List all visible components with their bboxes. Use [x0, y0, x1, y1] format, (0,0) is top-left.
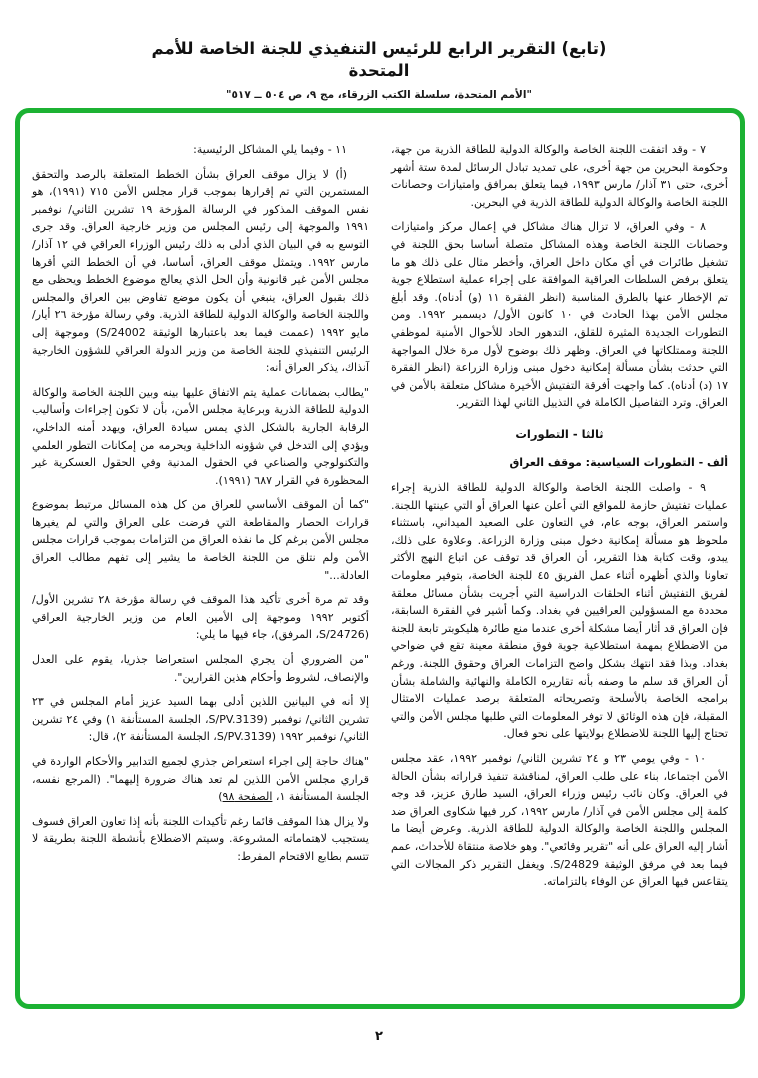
quote-guarantees: "يطالب بضمانات عملية يتم الاتفاق عليها بينه وبين اللجنة الخاصة والوكالة الدولية للطاقة الذرية وبرعاية مجلس الأمن، بأن لا تكون إجراءات وأساليب الرقابة الجارية بالشكل الذي يمس سيادة العراق، ويهدد أمنه الداخلي، ويؤدي إلى التدخل في شؤونه الداخلية ويحرمه من إمكانات التطور العلمي والتكنولوجي والصناعي في الحقول المدنية وفي الحقول العسكرية غير المحظورة في القرار ٦٨٧ (١٩٩١). — [32, 385, 369, 487]
paragraph-11-intro: ١١ - وفيما يلي المشاكل الرئيسية: — [193, 143, 347, 156]
quote-basic-position: "كما أن الموقف الأساسي للعراق من كل هذه المسائل مرتبط بموضوع قرارات الحصار والمقاطعة التي فرضت على العراق والتي لم يغيرها مجلس الأمن برغم كل ما نفذه العراق من التزامات بموجب قرارات مجلس الأمن ولم نتلق من اللجنة الخاصة ما يشير إلى تفهم مطالب العراق العادلة..." — [32, 498, 369, 582]
document-title: (تابع) التقرير الرابع للرئيس التنفيذي للجنة الخاصة للأمم المتحدة — [151, 39, 607, 81]
page-number: ٢ — [375, 1029, 383, 1044]
quote-page-reference: الصفحة ٩٨ — [222, 790, 273, 804]
document-source-line: "الأمم المتحدة، سلسلة الكتب الزرقاء، مج ٩، ص ٥٠٤ ــ ٥١٧" — [226, 88, 532, 101]
column-right — [391, 141, 728, 984]
two-column-text — [32, 141, 728, 984]
paragraph-8: ٨ - وفي العراق، لا تزال هناك مشاكل في إعمال مركز وامتيازات وحصانات اللجنة الخاصة وهذه المشاكل متصلة أساسا بحق اللجنة في تشغيل طائرات في أي مكان داخل العراق، وأخطر مثال على ذلك هو ما يتعلق برفض السلطات العراقية الموافقة على إجراء عملية استطلاع جوية تم الإخطار عنها بالطرق المناسبة (انظر الفقرة ١١ (و) أدناه). وقد أبلغ مجلس الأمن بهذا الحادث في ١٠ كانون الأول/ ديسمبر ١٩٩٢. ومن التطورات الجديدة المثيرة للقلق، التدهور الحاد للأحوال الأمنية لموظفي اللجنة وممتلكاتها في العراق. وظهر ذلك بوضوح لأول مرة خلال المواجهة التي حدثت بشأن مسألة إمكانية دخول مبنى وزارة الزراعة (انظر الفقرة ١٧ (د) أدناه). كما واجهت أفرقة التفتيش الأخيرة مشاكل متعلقة بالأمن في العراق. وترد التفاصيل الكاملة في التذييل الثاني لهذا التقرير. — [391, 220, 728, 410]
subsection-heading-political-developments: ألف - التطورات السياسية: موقف العراق — [509, 455, 728, 469]
paragraph-statements: إلا أنه في البيانين اللذين أدلى بهما السيد عزيز أمام المجلس في ٢٣ تشرين الثاني/ نوفمبر (S/PV.3139، الجلسة المستأنفة ١) وفي ٢٤ تشرين الثاني/ نوفمبر ١٩٩٢ (S/PV.3139، الجلسة المستأنفة ٢)، قال: — [32, 695, 369, 744]
paragraph-reaffirmed: وقد تم مرة أخرى تأكيد هذا الموقف في رسالة مؤرخة ٢٨ تشرين الأول/ أكتوبر ١٩٩٢ وموجهة إلى الأمين العام من وزير الخارجية العراقي (S/24726، المرفق)، جاء فيها ما يلي: — [32, 593, 370, 642]
quote-measures-review-text: "هناك حاجة إلى اجراء استعراض جذري لجميع التدابير والأحكام الواردة في قراري مجلس الأمن اللذين لم تعد هناك ضرورة إليهما". (المرجع نفسه، الجلسة المستأنفة ١، — [32, 755, 369, 804]
section-heading-developments: ثالثا - التطورات — [515, 426, 604, 441]
quote-measures-review — [32, 753, 369, 806]
column-left — [32, 141, 369, 984]
paragraph-final-position: ولا يزال هذا الموقف قائما رغم تأكيدات اللجنة بأنه إذا تعاون العراق فسوف يستجيب لاهتماماته المشروعة. وسيتم الاضطلاع بأنشطة اللجنة بطريقة لا تتسم بطابع الاقتحام المفرط: — [32, 814, 369, 863]
page-header — [0, 0, 758, 101]
green-border-content-box — [15, 108, 745, 1009]
paragraph-10: ١٠ - وفي يومي ٢٣ و ٢٤ تشرين الثاني/ نوفمبر ١٩٩٢، عقد مجلس الأمن اجتماعا، بناء على طلب العراق، لمناقشة تنفيذ قراراته بشأن الحالة في العراق. وكان نائب رئيس وزراء العراق، السيد طارق عزيز، قد وجه كلمة إلى مجلس الأمن في آذار/ مارس ١٩٩٢، كرر فيها شكاوى العراق ضد المجلس واللجنة الخاصة والوكالة الدولية للطاقة الذرية. وعرض أيضا ما أشار إليه العراق على أنه "تقرير وقائعي". وهو خلاصة منتقاة للأحداث، عمم فيما بعد في مرفق الوثيقة S/24829. ويغفل التقرير ذكر المجالات التي يتقاعس فيها العراق عن الوفاء بالتزاماته. — [391, 752, 729, 889]
quote-measures-review-close: ) — [218, 790, 223, 804]
quote-radical-review: "من الضروري أن يجري المجلس استعراضا جذريا، يقوم على العدل والإنصاف، لشروط وأحكام هذين القرارين". — [32, 653, 369, 684]
paragraph-9: ٩ - واصلت اللجنة الخاصة والوكالة الدولية للطاقة الذرية إجراء عمليات تفتيش حازمة للمواقع التي أعلن عنها العراق أو التي عينتها اللجنة. واستمر العراق، بوجه عام، في التعاون على الصعيد الميداني، باستثناء ملحوظ هو مسألة إمكانية دخول مبنى وزارة الزراعة. وعلاوة على ذلك، يبدو، وقت كتابة هذا التقرير، أن العراق قد توقف عن اتباع النهج الأكثر تعاونا والذي أظهره أثناء عمل الفريق ٤٥ للجنة الخاصة، بتوفير معلومات لفريق التفتيش أثناء الحلقات الدراسية التي أجريت بشأن مسائل معلقة محددة مع المسؤولين العراقيين في بغداد. وكما أشير في الفقرة السابقة، فإن العراق قد أثار أيضا مشكلة أخرى عندما منع طائرة هليكوبتر تابعة للجنة من الاضطلاع بمهمة استطلاعية جوية فوق منطقة معينة تقع في ضواحي بغداد. وبذا فقد انتهك بشكل واضح التزامات العراق وحقوق اللجنة. ورغم أن العراق قد سلم ما وصفه بأنه تقاريره الكاملة والنهائية والشاملة بشأن برامجه الخاصة بالأسلحة وتصريحاته المتعلقة برصد عمليات الامتثال المقبلة، فإن هذه الوثائق لا توفر المعلومات التي طلبها مجلس الأمن والتي تحتاج إليها اللجنة للاضطلاع بولايتها على نحو فعال. — [391, 481, 729, 741]
paragraph-11a: (أ) لا يزال موقف العراق بشأن الخطط المتعلقة بالرصد والتحقق المستمرين التي تم إقرارها بموجب قرار مجلس الأمن ٧١٥ (١٩٩١)، هو نفس الموقف المذكور في الرسالة المؤرخة ١٩ تشرين الثاني/ نوفمبر ١٩٩١ والموجهة إلى رئيس المجلس من وزير خارجية العراق. وقد جرى التوسع به في البيان الذي أدلى به ذلك رئيس الوزراء العراقي في ١٢ آذار/ مارس ١٩٩٢. ويتمثل موقف العراق، أساسا، في أن الخطط التي أقرها مجلس الأمن غير قانونية وأن الحل الذي يعالج موضوع الخطط ويحظى مع ذلك بقبول العراق، ينبغي أن يكون موضع تفاوض بين العراق والمجلس واللجنة الخاصة والوكالة الدولية للطاقة الذرية. وفي رسالة مؤرخة ٢٦ أيار/ مايو ١٩٩٢ (عممت فيما بعد باعتبارها الوثيقة S/24002) وموجهة إلى الرئيس التنفيذي للجنة الخاصة من وزير الدولة العراقي للشؤون الخارجية آنذاك، يذكر العراق أنه: — [32, 167, 370, 375]
paragraph-7: ٧ - وقد اتفقت اللجنة الخاصة والوكالة الدولية للطاقة الذرية من جهة، وحكومة البحرين من جهة أخرى، على تمديد تبادل الرسائل لمدة ستة أشهر أخرى، حتى ٣١ آذار/ مارس ١٩٩٣، فيما يتعلق بمرافق وامتيازات وحصانات اللجنة الخاصة والوكالة الدولية للطاقة الذرية في البحرين. — [391, 143, 728, 209]
